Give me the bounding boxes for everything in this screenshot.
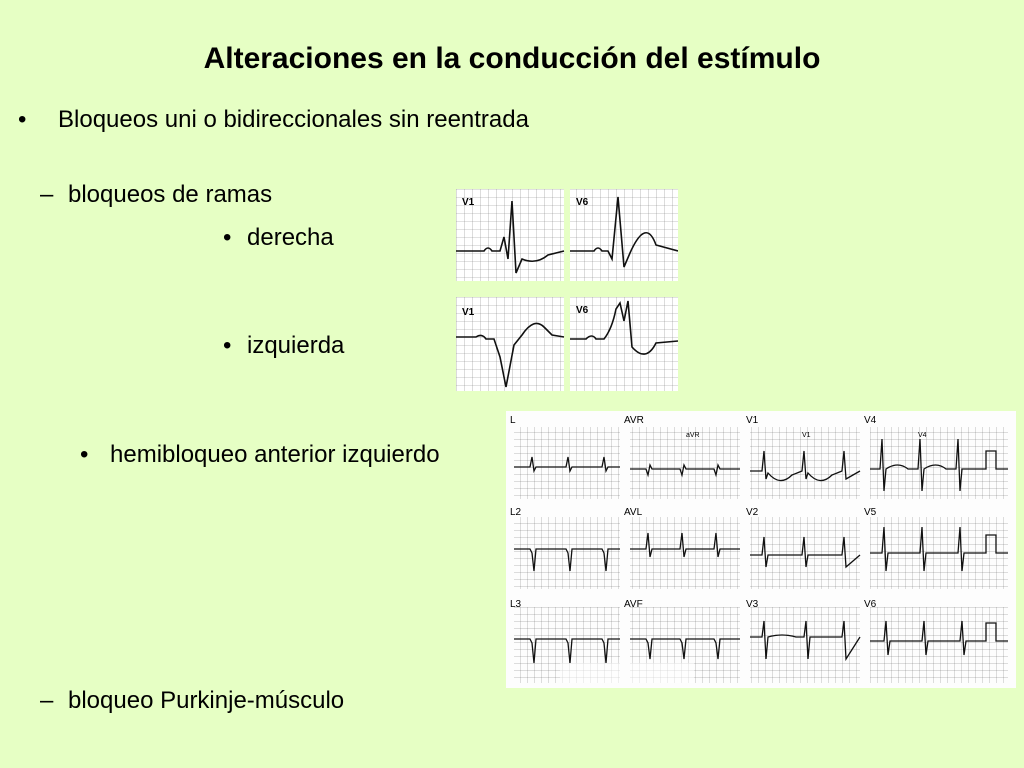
lead-small-label: V1 bbox=[802, 432, 811, 439]
lead-small-label: aVR bbox=[686, 432, 700, 439]
lead-label: L2 bbox=[510, 507, 522, 518]
bullet-dot: • bbox=[223, 224, 232, 251]
lead-label: AVL bbox=[624, 507, 643, 518]
lead-label: V6 bbox=[576, 197, 589, 208]
sub-item-text: bloqueos de ramas bbox=[68, 181, 273, 208]
lead-label: AVF bbox=[624, 599, 643, 610]
sub-sub-item-izquierda bbox=[223, 332, 344, 360]
lead-small-label: V4 bbox=[918, 432, 927, 439]
lead-label: V3 bbox=[746, 599, 759, 610]
sub-item-text: bloqueo Purkinje-músculo bbox=[68, 687, 345, 714]
main-bullet-item bbox=[18, 106, 529, 134]
lbbb-ecg-image bbox=[456, 297, 678, 391]
main-bullet-text: Bloqueos uni o bidireccionales sin reentrada bbox=[58, 106, 529, 133]
sub-item-purkinje bbox=[40, 687, 344, 715]
lead-label: L bbox=[510, 415, 516, 426]
sub-item-hemibloqueo bbox=[80, 441, 440, 469]
sub-sub-item-text: derecha bbox=[247, 224, 334, 251]
bullet-dot: • bbox=[80, 441, 89, 468]
sub-item-text: hemibloqueo anterior izquierdo bbox=[110, 441, 440, 468]
lead-label: V2 bbox=[746, 507, 759, 518]
dash-marker: – bbox=[40, 181, 54, 208]
lead-label: V6 bbox=[864, 599, 877, 610]
lead-label: V6 bbox=[576, 305, 589, 316]
lead-label: V1 bbox=[746, 415, 759, 426]
lead-label: V1 bbox=[462, 307, 475, 318]
sub-item-bloqueos-ramas bbox=[40, 181, 272, 209]
sub-sub-item-derecha bbox=[223, 224, 334, 252]
lead-label: V5 bbox=[864, 507, 877, 518]
lead-label: L3 bbox=[510, 599, 522, 610]
rbbb-ecg-image bbox=[456, 189, 678, 281]
lead-label: V4 bbox=[864, 415, 877, 426]
lead-label: AVR bbox=[624, 415, 644, 426]
bullet-dot: • bbox=[223, 332, 232, 359]
sub-sub-item-text: izquierda bbox=[247, 332, 345, 359]
slide-title: Alteraciones en la conducción del estímulo bbox=[203, 42, 821, 75]
bullet-dot: • bbox=[18, 106, 27, 133]
dash-marker: – bbox=[40, 687, 54, 714]
lahb-12-lead-ecg-image bbox=[506, 411, 1016, 688]
lead-label: V1 bbox=[462, 197, 475, 208]
